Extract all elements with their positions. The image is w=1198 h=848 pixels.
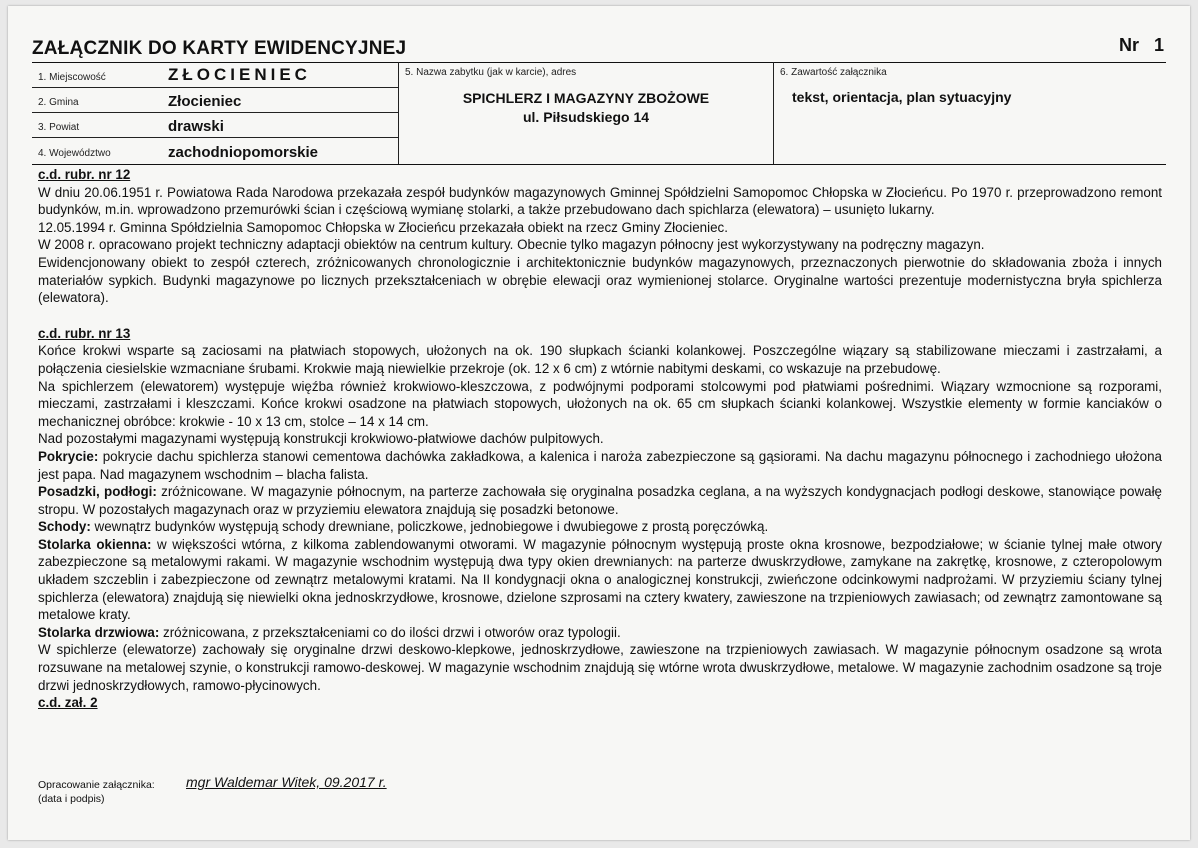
stolarka-drzwiowa-label: Stolarka drzwiowa: [38,624,160,640]
stolarka-drzwiowa-text: zróżnicowana, z przekształceniami co do ilości drzwi i otworów oraz typologii. [159,624,621,640]
page-title: ZAŁĄCZNIK DO KARTY EWIDENCYJNEJ [32,38,407,59]
attachment-content-column [774,62,1166,164]
monument-name-column [399,62,774,164]
document-body [38,166,1162,712]
posadzki-label: Posadzki, podłogi: [38,484,157,500]
zal-2-heading: c.d. zał. 2 [38,695,98,711]
schody-paragraph [38,518,1162,536]
pokrycie-label: Pokrycie: [38,448,99,464]
author-signature: mgr Waldemar Witek, 09.2017 r. [186,774,387,790]
section-12-paragraph: 12.05.1994 r. Gminna Spółdzielnia Samopomoc Chłopska w Złocieńcu przekazała obiekt na rzecz Gminy Złocieniec. [38,219,728,235]
schody-label: Schody: [38,519,91,535]
section-12-paragraph: W 2008 r. opracowano projekt techniczny adaptacji obiektów na centrum kultury. Obecnie tylko magazyn północny jest wykorzystywany na podręczny magazyn. [38,237,985,253]
pokrycie-paragraph [38,448,1162,483]
stolarka-drzwiowa-paragraph [38,624,1162,642]
stolarka-okienna-label: Stolarka okienna: [38,536,152,552]
attachment-content-value: tekst, orientacja, plan sytuacyjny [792,89,1012,105]
monument-name-value [399,89,773,127]
section-13-paragraph: Nad pozostałymi magazynami występują konstrukcji krokwiowo-płatwiowe dachów pulpitowych. [38,431,604,447]
wojewodztwo-row [32,137,398,163]
spacer [38,307,1162,325]
gmina-label: 2. Gmina [38,97,79,108]
stolarka-okienna-paragraph [38,536,1162,624]
attachment-number: Nr 1 [1118,35,1164,55]
pokrycie-text: pokrycie dachu spichlerza stanowi cementowa dachówka zakładkowa, a kalenica i naroża zabezpieczone są gąsiorami. Na dachu magazynu północnego i zachodniego ułożona jest papa. Nad magazynem wschodnim – blacha falista. [38,448,1162,482]
wojewodztwo-value: zachodniopomorskie [168,144,319,161]
monument-name-label: 5. Nazwa zabytku (jak w karcie), adres [405,67,577,78]
wojewodztwo-label: 4. Województwo [38,148,111,159]
miejscowosc-value: ZŁOCIENIEC [168,65,311,84]
section-12-heading: c.d. rubr. nr 12 [38,167,131,182]
prepared-by-label [38,778,155,806]
powiat-label: 3. Powiat [38,122,80,133]
prepared-by-label-line1: Opracowanie załącznika: [38,779,155,791]
prepared-by-label-line2: (data i podpis) [38,793,105,805]
posadzki-paragraph [38,483,1162,518]
powiat-row [32,112,398,138]
gmina-row [32,87,398,113]
miejscowosc-row [32,62,398,88]
monument-name-line1: SPICHLERZ I MAGAZYNY ZBOŻOWE [462,90,710,106]
miejscowosc-label: 1. Miejscowość [38,72,106,83]
section-13-paragraph: Na spichlerzem (elewatorem) występuje więźba również krokwiowo-kleszczowa, z podwójnymi podporami stolcowymi pod płatwiami pośrednimi. Wiązary wzmocnione są rozporami, mieczami, zastrzałami i kleszczami. Końce krokwi osadzone na płatwiach stopowych, ułożonych na ok. 65 cm słupkach ścianki kolankowej. Wszystkie elementy w formie kanciaków o mechanicznej obróbce: krokwie - 10 x 13 cm, stolce – 14 x 14 cm. [38,378,1162,429]
powiat-value: drawski [168,118,224,135]
location-column [32,62,399,164]
stolarka-okienna-text: w większości wtórna, z kilkoma zablendowanymi otworami. W magazynie północnym występują proste okna krosnowe, bezpodziałowe; w ścianie tylnej małe otwory zabezpieczone są metalowymi rakami. W magazynie wschodnim występują dwa typy okien drewnianych: na parterze dwuskrzydłowe, zamykane na zakrętkę, krosnowe, z czteropolowym układem szczeblin i zabezpieczone od zewnątrz metalowymi kratami. Na II kondygnacji okna o analogicznej konstrukcji, zwieńczone odcinkowymi nadprożami. W przyziemiu ściany tylnej spichlerza (elewatora) znajdują się niewielki okna jednoskrzydłowe, krosnowe, dzielone szprosami na cztery kwatery, zawieszone na trzpieniowych zawiasach; od zewnątrz zamontowane są metalowe kraty. [38,536,1163,623]
monument-address: ul. Piłsudskiego 14 [522,109,650,125]
gmina-value: Złocieniec [168,93,242,110]
section-13-heading: c.d. rubr. nr 13 [38,325,131,341]
section-13-paragraph: Końce krokwi wsparte są zaciosami na płatwiach stopowych, ułożonych na ok. 190 słupkach ścianki kolankowej. Poszczególne wiązary są stabilizowane mieczami i zastrzałami, a połączenia ciesielskie wzmacniane śrubami. Krokwie mają niewielkie przekroje (ok. 12 x 6 cm) z wtórnie nabitymi deskami, co wskazuje na przebudowę. [38,343,1162,376]
section-12-paragraph: Ewidencjonowany obiekt to zespół czterech, zróżnicowanych chronologicznie i architektonicznie budynków magazynowych, przeznaczonych pierwotnie do składowania zboża i innych materiałów sypkich. Budynki magazynowe po licznych przekształceniach w obrębie elewacji oraz wymienionej stolarce. Oryginalne wartości prezentuje modernistyczna bryła spichlerza (elewatora). [38,254,1162,306]
posadzki-text: zróżnicowane. W magazynie północnym, na parterze zachowała się oryginalna posadzka ceglana, a na wyższych kondygnacjach podłogi deskowe, stanowiące powałę stropu. W pozostałych magazynach oraz w przyziemiu elewatora znajdują się posadzki betonowe. [38,484,1162,517]
schody-text: wewnątrz budynków występują schody drewniane, policzkowe, jednobiegowe i dwubiegowe z prostą poręczówką. [90,519,769,535]
header-form-grid [32,62,1166,165]
attachment-content-label: 6. Zawartość załącznika [780,67,887,78]
section-13-paragraph: W spichlerze (elewatorze) zachowały się oryginalne drzwi deskowo-klepkowe, jednoskrzydłowe, zawieszone na trzpieniowych zawiasach. W magazynie północnym osadzone są wrota rozsuwane na metalowej szynie, o konstrukcji ramowo-deskowej. W magazynie wschodnim znajdują się wtórne wrota dwuskrzydłowe, metalowe. W magazynie zachodnim osadzone są troje drzwi jednoskrzydłowych, ramowo-płycinowych. [38,642,1162,693]
section-12-paragraph: W dniu 20.06.1951 r. Powiatowa Rada Narodowa przekazała zespół budynków magazynowych Gminnej Spółdzielni Samopomoc Chłopska w Złocieńcu. Po 1970 r. przeprowadzono remont budynków, m.in. wprowadzono przemurówki ścian i częściową wymianę stolarki, a także przebudowano dach spichlarza (elewatora) – usunięto lukarny. [38,184,1162,218]
